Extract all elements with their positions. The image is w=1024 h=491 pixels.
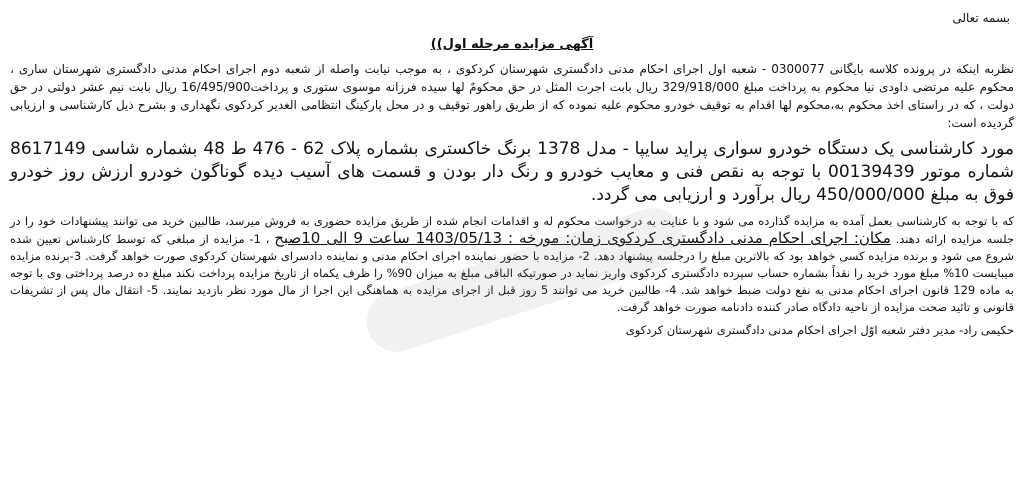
signature-line: حکیمی راد- مدیر دفتر شعبه اوّل اجرای احکام مدنی دادگستری شهرستان کردکوی [625,323,1014,337]
auction-terms-intro: که با توجه به کارشناسی بعمل آمده به مزایده گذارده می شود و با عنایت به درخواست محکوم له و اقدامات انجام شده از طریق مزایده حضوری به فروش میرسد، طالبین خرید می توانند پیشنهادات خود را در جلسه مزایده ارائه دهند. [10,214,1014,246]
auction-terms-list: ، 1- مزایده از مبلغی که توسط کارشناس تعیین شده شروع می شود و برنده مزایده کسی خواهد بود که بالاترین مبلغ را درجلسه پیشنهاد دهد. 2- مزایده با حضور نماینده اجرای احکام مدنی و نماینده دادسرای شهرستان کردکوی صورت خواهد گرفت. 3-برنده مزایده میبایست 10% مبلغ مورد خرید را نقداً بشماره حساب سپرده دادگستری کردکوی واریز نماید در صورتیکه الباقی مبلغ به میزان 90% را ظرف یکماه از تاریخ مزایده پرداخت نکند مبلغ ده درصد پرداختی وی با توجه به ماده 129 قانون اجرای احکام مدنی به نفع دولت ضبط خواهد شد. 4- طالبین خرید می توانند 5 روز قبل از اجرای مزایده به هماهنگی این اجرا از مال مورد نظر بازدید نمایند. 5- انتقال مال پس از تشریفات قانونی و تائید صحت مزایده از ناحیه دادگاه صادر کننده دادنامه صورت خواهد گرفت. [10,232,1015,314]
auction-location-date: مکان: اجرای احکام مدنی دادگستری کردکوی زمان: مورخه : 1403/05/13 ساعت 9 الی 10صبح [274,229,891,247]
basmala-heading: بسمه تعالی [952,11,1010,25]
expert-description: مورد کارشناسی یک دستگاه خودرو سواری پراید سایپا - مدل 1378 برنگ خاکستری بشماره پلاک 62 - 476 ط 48 بشماره شاسی 8617149 شماره موتور 00139439 با توجه به نقص فنی و معایب خودرو و رنگ دار بودن و قسمت های آسیب دیده گوناگون خودرو ارزش روز خودرو فوق به مبلغ 450/000/000 ریال برآورد و ارزیابی می گردد. [10,139,1015,205]
auction-terms-paragraph [10,213,1014,316]
notice-title: آگهی مزایده مرحله اول)) [430,37,594,52]
case-paragraph: نظربه اینکه در پرونده کلاسه بایگانی 0300077 - شعبه اول اجرای احکام مدنی دادگستری شهرستان کردکوی ، به موجب نیابت واصله از شعبه دوم اجرای احکام مدنی دادگستری شهرستان ساری ، محکوم علیه مرتضی داودی نیا محکوم به پرداخت مبلغ 329/918/000 ریال بابت اجرت المثل در حق محکومٌ لها سیده فرزانه موسوی ستوری و پرداخت16/495/900 ریال بابت نیم عشر دولتی در حق دولت ، که در راستای اخذ محکوم به،محکوم لها اقدام به توقیف خودرو محکوم علیه نموده که از طریق راهور توقیف و در محل پارکینگ انتظامی الغدیر کردکوی نگهداری و بشرح ذیل کارشناسی و ارزیابی گردیده است: [10,62,1015,130]
